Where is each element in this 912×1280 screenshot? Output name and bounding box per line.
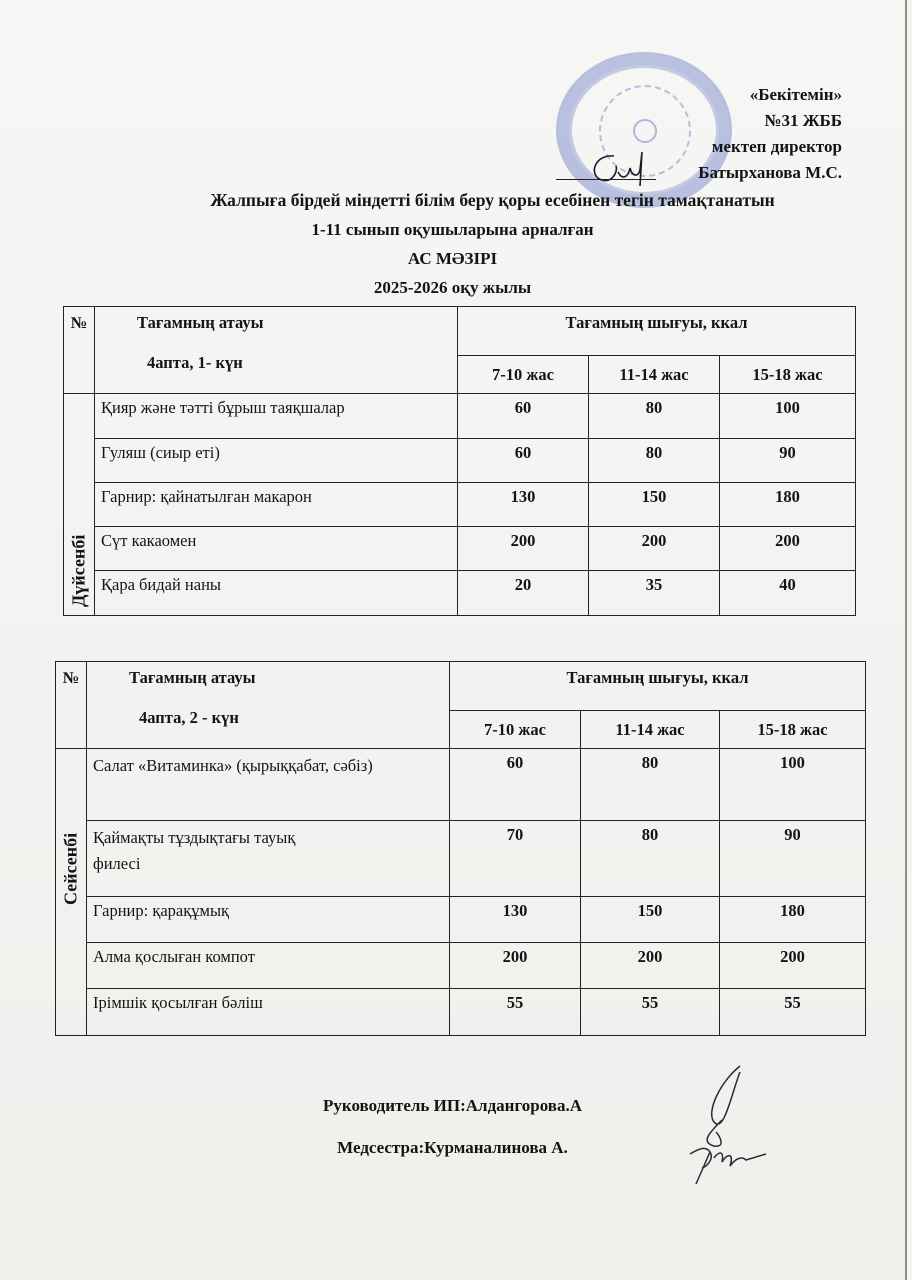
kcal-value: 200 xyxy=(458,527,589,571)
kcal-value: 180 xyxy=(720,483,856,527)
title-line-1: Жалпыға бірдей міндетті білім беру қоры есебінен тегін тамақтанатын xyxy=(210,190,775,210)
name-header xyxy=(87,662,450,749)
kcal-value: 150 xyxy=(589,483,720,527)
kcal-value: 55 xyxy=(581,989,720,1036)
dish-name: Гарнир: қайнатылған макарон xyxy=(95,483,458,527)
kcal-value: 80 xyxy=(589,439,720,483)
table-row xyxy=(56,989,866,1036)
kcal-value: 90 xyxy=(720,821,866,897)
name-header-label: Тағамның атауы xyxy=(129,668,256,687)
director-signature-icon xyxy=(584,146,664,190)
num-header: № xyxy=(64,307,95,394)
yield-header: Тағамның шығуы, ккал xyxy=(450,662,866,711)
approval-position: мектеп директор xyxy=(711,137,842,156)
day-cell xyxy=(56,749,87,1036)
menu-table-day-1 xyxy=(63,306,856,616)
table-row xyxy=(56,897,866,943)
nurse-signature-icon xyxy=(670,1062,770,1192)
dish-name: Гарнир: қарақұмық xyxy=(87,897,450,943)
title-line-3: АС МӘЗІРІ xyxy=(407,249,498,268)
kcal-value: 60 xyxy=(450,749,581,821)
table-row xyxy=(64,571,856,616)
kcal-value: 70 xyxy=(450,821,581,897)
kcal-value: 80 xyxy=(581,749,720,821)
stamp-emblem-center xyxy=(633,119,657,143)
kcal-value: 80 xyxy=(589,394,720,439)
dish-name: Қара бидай наны xyxy=(95,571,458,616)
kcal-value: 200 xyxy=(720,527,856,571)
table-row xyxy=(56,943,866,989)
kcal-value: 40 xyxy=(720,571,856,616)
age-header: 11-14 жас xyxy=(589,356,720,394)
dish-name: Қияр және тәтті бұрыш таяқшалар xyxy=(95,394,458,439)
kcal-value: 200 xyxy=(720,943,866,989)
kcal-value: 20 xyxy=(458,571,589,616)
signature-line xyxy=(556,179,656,180)
kcal-value: 100 xyxy=(720,749,866,821)
kcal-value: 200 xyxy=(581,943,720,989)
dish-name: Салат «Витаминка» (қырыққабат, сәбіз) xyxy=(87,749,450,821)
table-row xyxy=(64,439,856,483)
menu-table-day-2 xyxy=(55,661,866,1036)
kcal-value: 130 xyxy=(450,897,581,943)
age-header: 15-18 жас xyxy=(720,711,866,749)
kcal-value: 35 xyxy=(589,571,720,616)
week-day-label: 4апта, 2 - күн xyxy=(139,708,239,727)
dish-name: Қаймақты тұздықтағы тауық филесі xyxy=(87,821,450,897)
day-label: Дүйсенбі xyxy=(68,534,89,607)
kcal-value: 150 xyxy=(581,897,720,943)
kcal-value: 100 xyxy=(720,394,856,439)
kcal-value: 200 xyxy=(450,943,581,989)
age-header: 15-18 жас xyxy=(720,356,856,394)
kcal-value: 60 xyxy=(458,394,589,439)
yield-header: Тағамның шығуы, ккал xyxy=(458,307,856,356)
kcal-value: 200 xyxy=(589,527,720,571)
name-header-label: Тағамның атауы xyxy=(137,313,264,332)
age-header: 7-10 жас xyxy=(450,711,581,749)
table-row xyxy=(64,527,856,571)
dish-name: Алма қослыған компот xyxy=(87,943,450,989)
day-cell xyxy=(64,394,95,616)
approval-name: Батырханова М.С. xyxy=(698,163,842,182)
document-title xyxy=(0,186,905,302)
dish-name: Гуляш (сиыр еті) xyxy=(95,439,458,483)
table-row xyxy=(56,749,866,821)
table-row xyxy=(64,483,856,527)
week-day-label: 4апта, 1- күн xyxy=(147,353,243,372)
manager-signature-line: Руководитель ИП:Алдангорова.А xyxy=(322,1096,583,1115)
approval-block xyxy=(698,82,842,186)
kcal-value: 55 xyxy=(450,989,581,1036)
dish-name: Сүт какаомен xyxy=(95,527,458,571)
title-line-2: 1-11 сынып оқушыларына арналған xyxy=(311,220,594,239)
name-header xyxy=(95,307,458,394)
title-line-4: 2025-2026 оқу жылы xyxy=(373,278,532,297)
age-header: 11-14 жас xyxy=(581,711,720,749)
kcal-value: 55 xyxy=(720,989,866,1036)
kcal-value: 80 xyxy=(581,821,720,897)
kcal-value: 180 xyxy=(720,897,866,943)
table-row xyxy=(56,821,866,897)
kcal-value: 60 xyxy=(458,439,589,483)
kcal-value: 90 xyxy=(720,439,856,483)
num-header: № xyxy=(56,662,87,749)
kcal-value: 130 xyxy=(458,483,589,527)
table-row xyxy=(64,394,856,439)
nurse-signature-line: Медсестра:Курманалинова А. xyxy=(337,1138,568,1157)
dish-name: Ірімшік қосылған бәліш xyxy=(87,989,450,1036)
approval-title: «Бекітемін» xyxy=(749,85,842,104)
age-header: 7-10 жас xyxy=(458,356,589,394)
approval-school: №31 ЖББ xyxy=(764,111,842,130)
day-label: Сейсенбі xyxy=(60,832,81,905)
